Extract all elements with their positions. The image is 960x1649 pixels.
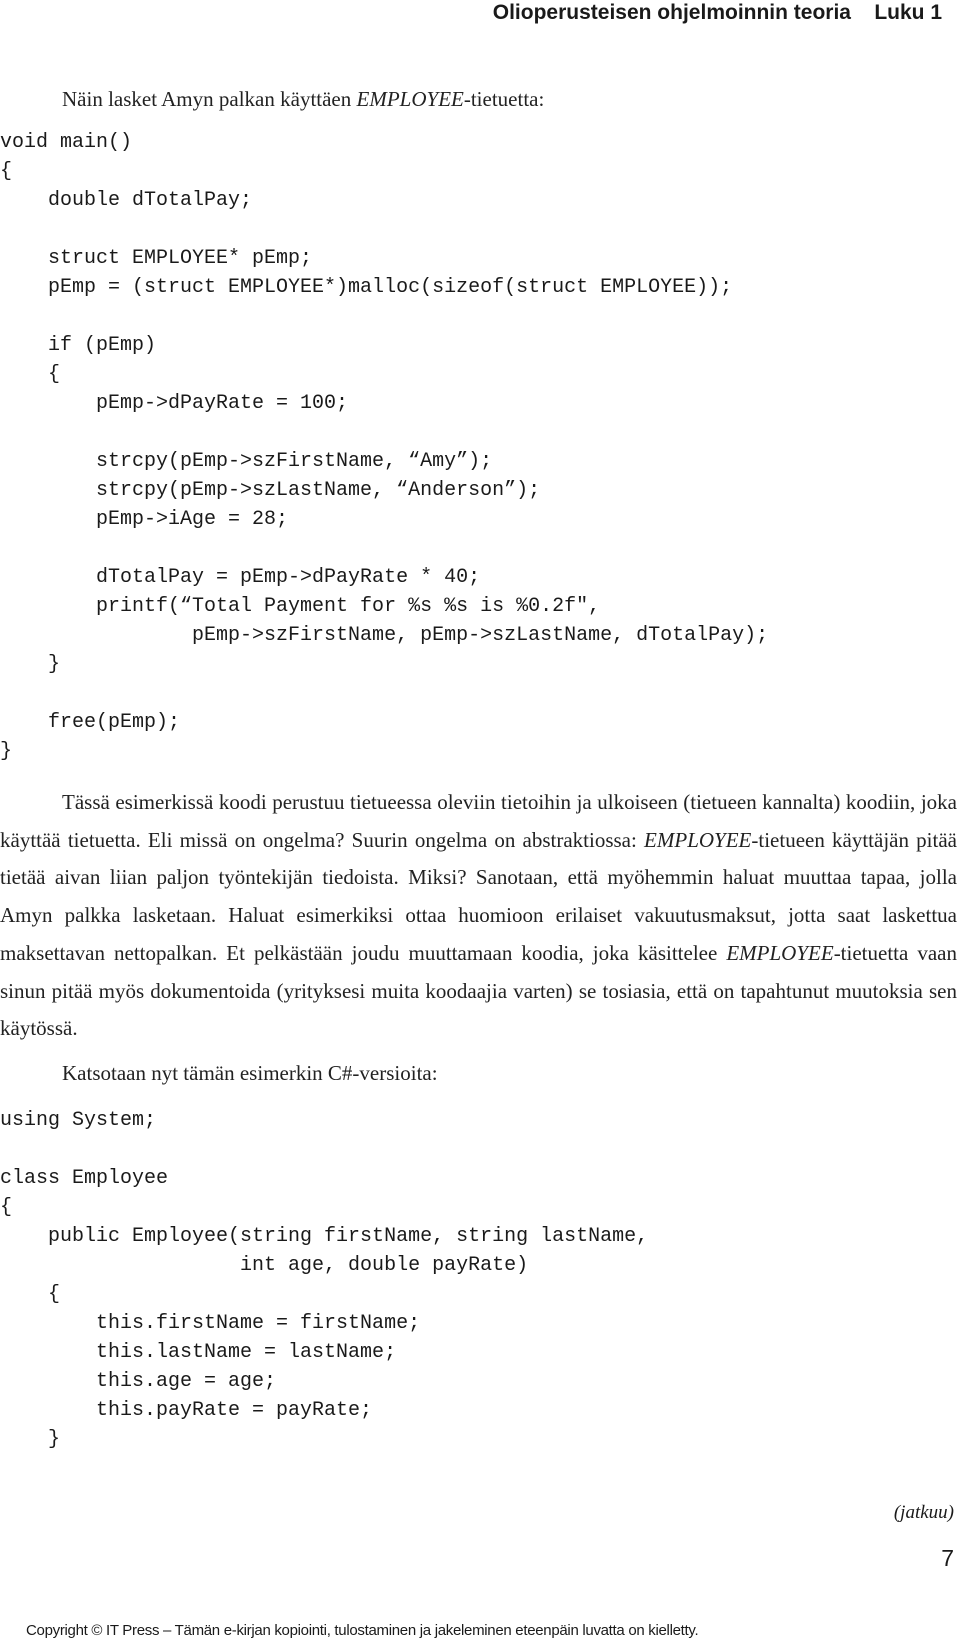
code-line: this.firstName = firstName; (0, 1312, 421, 1335)
body-emphasis-1: EMPLOYEE (644, 827, 752, 852)
code-line: class Employee (0, 1167, 169, 1190)
code-line: dTotalPay = pEmp->dPayRate * 40; (0, 566, 481, 589)
body-text-2: -tietueen käyttäjän pitää tietää aivan liian paljon työntekijän tiedoista. Miksi? Sanotaan, että myöhemmin haluat muuttaa tapaa, jolla Amyn palkka lasketaan. Haluat esimerkiksi ottaa huomioon erilaiset vakuutusmaksut, jotta saat laskettua maksettavan nettopalkan. Et pelkästään joudu muuttamaan koodia, joka käsittelee (0, 827, 957, 965)
code-line: if (pEmp) (0, 334, 157, 357)
intro-text: Näin lasket Amyn palkan käyttäen (62, 87, 357, 111)
code-line: { (0, 1283, 61, 1306)
code-line: { (0, 1196, 13, 1219)
csharp-code-block (0, 1106, 648, 1454)
code-line: pEmp->iAge = 28; (0, 508, 289, 531)
copyright-footer: Copyright © IT Press – Tämän e-kirjan kopiointi, tulostaminen ja jakeleminen eteenpäin luvatta on kielletty. (26, 1622, 699, 1639)
body-text-3: -tietuetta vaan sinun pitää myös dokumentoida (yrityksesi muita koodaajia varten) se tosiasia, että on tapahtunut muutoksia sen käytössä. (0, 940, 958, 1041)
code-line: strcpy(pEmp->szFirstName, “Amy”); (0, 450, 493, 473)
code-line: this.age = age; (0, 1370, 277, 1393)
code-line: } (0, 1428, 61, 1451)
outro-paragraph: Katsotaan nyt tämän esimerkin C#-versioita: (62, 1061, 438, 1085)
continued-label: (jatkuu) (893, 1502, 954, 1523)
body-emphasis-2: EMPLOYEE (726, 940, 834, 965)
intro-paragraph (0, 84, 960, 114)
code-line: struct EMPLOYEE* pEmp; (0, 247, 313, 270)
page-number: 7 (941, 1545, 954, 1571)
code-line: this.lastName = lastName; (0, 1341, 397, 1364)
code-line: pEmp->dPayRate = 100; (0, 392, 349, 415)
code-line: void main() (0, 131, 133, 154)
code-line: pEmp->szFirstName, pEmp->szLastName, dTotalPay); (0, 624, 769, 647)
code-line: { (0, 363, 61, 386)
code-line: double dTotalPay; (0, 189, 253, 212)
code-line: using System; (0, 1109, 157, 1132)
code-line: printf(“Total Payment for %s %s is %0.2f", (0, 595, 601, 618)
running-head: Olioperusteisen ohjelmoinnin teoria Luku 1 (492, 1, 942, 24)
code-line: int age, double payRate) (0, 1254, 529, 1277)
code-line: } (0, 653, 61, 676)
body-paragraph (0, 784, 957, 1048)
code-line: { (0, 160, 13, 183)
code-line: public Employee(string firstName, string lastName, (0, 1225, 649, 1248)
code-line: } (0, 740, 13, 763)
intro-emphasis: EMPLOYEE (356, 87, 464, 111)
body-text-1: Tässä esimerkissä koodi perustuu tietueessa oleviin tietoihin ja ulkoiseen (tietueen kannalta) koodiin, joka käyttää tietuetta. Eli missä on ongelma? Suurin ongelma on abstraktiossa: (0, 790, 957, 852)
code-line: free(pEmp); (0, 711, 181, 734)
code-line: this.payRate = payRate; (0, 1399, 373, 1422)
intro-text-end: -tietuetta: (463, 87, 545, 111)
code-line: strcpy(pEmp->szLastName, “Anderson”); (0, 479, 541, 502)
c-code-block (0, 128, 768, 766)
code-line: pEmp = (struct EMPLOYEE*)malloc(sizeof(struct EMPLOYEE)); (0, 276, 733, 299)
